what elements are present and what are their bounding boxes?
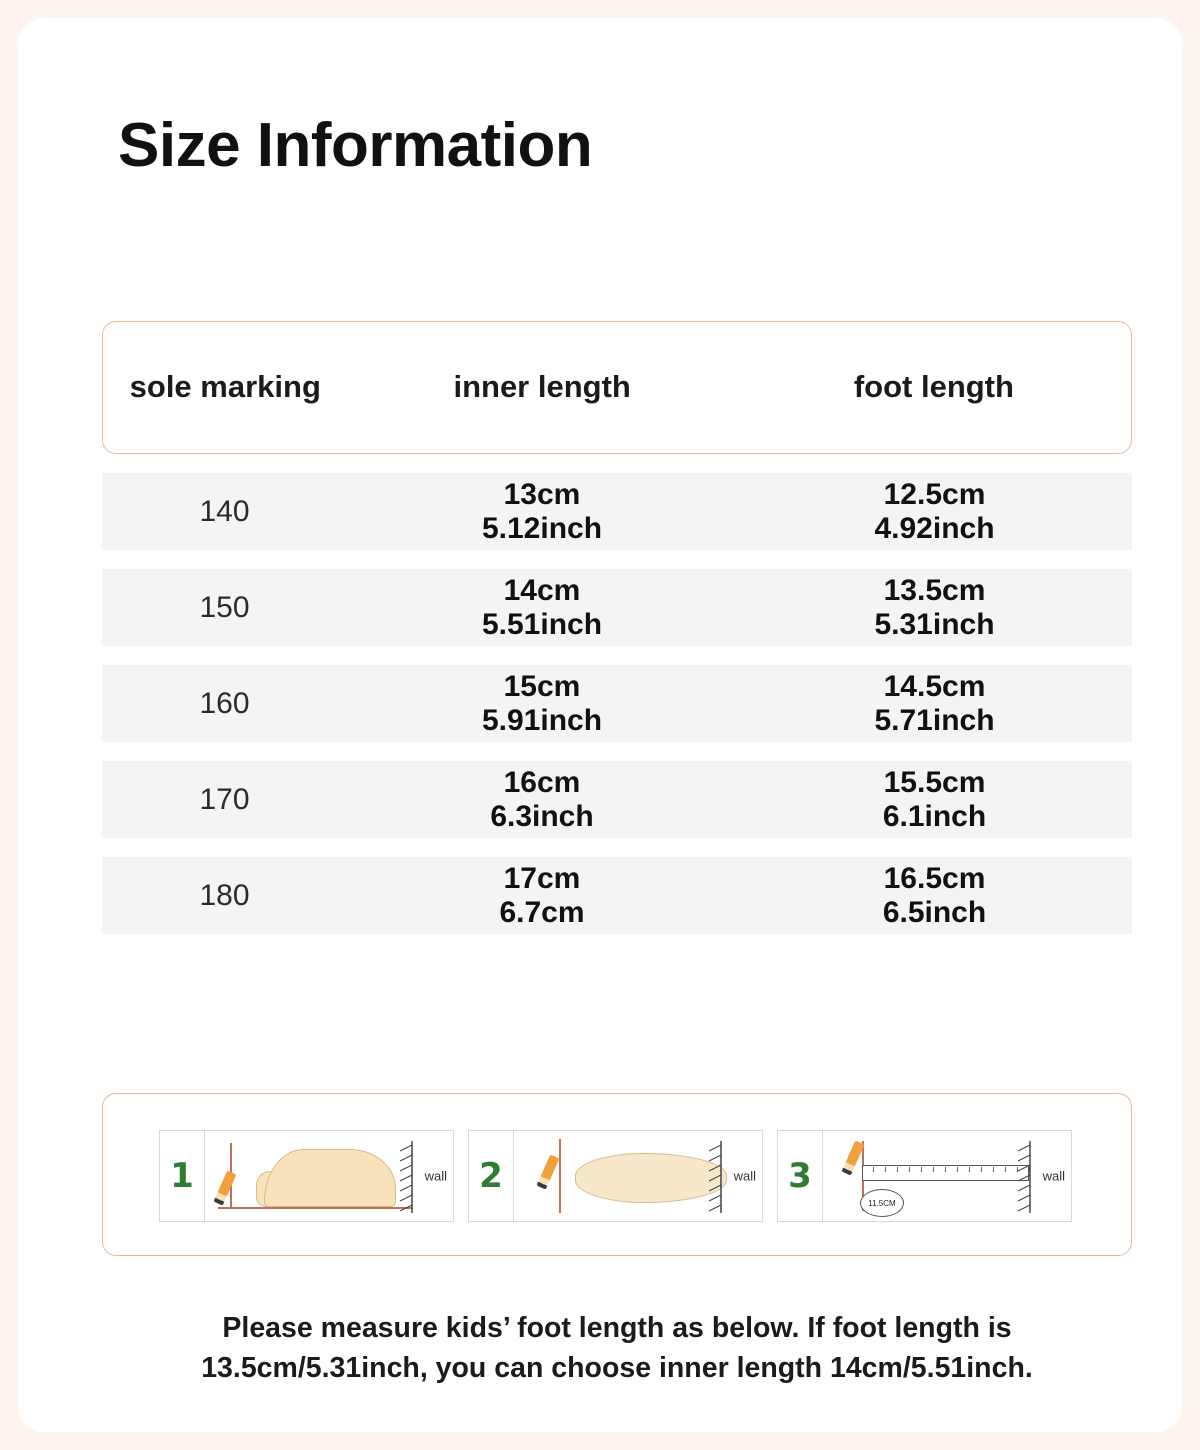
wall-label: wall [733, 1168, 756, 1184]
cell-foot-length [737, 478, 1132, 545]
step-number: 3 [788, 1156, 812, 1196]
cell-foot-length [737, 670, 1132, 737]
table-row [102, 473, 1132, 550]
foot-side-view-against-wall-icon [204, 1131, 453, 1221]
cell-foot-length-inch: 5.31inch [874, 607, 995, 641]
table-header-row [102, 321, 1132, 454]
ruler-measurement-icon [822, 1131, 1071, 1221]
cell-foot-length-inch: 6.5inch [882, 895, 987, 929]
step-number: 2 [479, 1156, 503, 1196]
cell-foot-length-inch: 4.92inch [874, 511, 995, 545]
foot-shape [264, 1149, 396, 1207]
ruler-shape [862, 1165, 1029, 1181]
measure-steps [159, 1130, 1072, 1222]
cell-inner-length-cm: 16cm [503, 765, 581, 799]
table-row [102, 761, 1132, 838]
pencil-icon [537, 1154, 560, 1189]
measure-step-3 [777, 1130, 1072, 1222]
page-title: Size Information [118, 111, 593, 180]
cell-inner-length-inch: 5.12inch [481, 511, 603, 545]
foot-shape [575, 1153, 727, 1203]
cell-inner-length [347, 766, 737, 833]
table-row [102, 569, 1132, 646]
cell-foot-length-cm: 15.5cm [883, 765, 986, 799]
column-header-foot-length: foot length [853, 369, 1014, 405]
measurement-bubble: 11.5CM [860, 1189, 904, 1217]
cell-foot-length [737, 862, 1132, 929]
measure-guide-panel [102, 1093, 1132, 1256]
cell-foot-length-cm: 16.5cm [883, 861, 986, 895]
step-number: 1 [170, 1156, 194, 1196]
measure-step-2 [468, 1130, 763, 1222]
cell-foot-length-inch: 6.1inch [882, 799, 987, 833]
cell-inner-length-cm: 15cm [503, 669, 581, 703]
table-row [102, 857, 1132, 934]
measure-step-1 [159, 1130, 454, 1222]
wall-label: wall [424, 1168, 447, 1184]
column-header-sole-marking: sole marking [129, 369, 321, 405]
cell-inner-length [347, 862, 737, 929]
cell-inner-length-cm: 17cm [503, 861, 581, 895]
measurement-note [102, 1308, 1132, 1389]
cell-sole-marking: 140 [199, 494, 250, 528]
foot-top-view-against-wall-icon [513, 1131, 762, 1221]
cell-foot-length-inch: 5.71inch [874, 703, 995, 737]
note-line-1: Please measure kids’ foot length as below. If foot length is [222, 1312, 1012, 1344]
cell-sole-marking: 170 [199, 782, 250, 816]
table-row [102, 665, 1132, 742]
column-header-inner-length: inner length [453, 369, 631, 405]
heel-guide-line [559, 1139, 561, 1213]
size-table [102, 321, 1132, 934]
cell-inner-length-inch: 6.3inch [490, 799, 594, 833]
cell-foot-length-cm: 14.5cm [883, 669, 986, 703]
cell-inner-length-inch: 5.51inch [481, 607, 603, 641]
cell-inner-length-cm: 14cm [503, 573, 581, 607]
cell-sole-marking: 160 [199, 686, 250, 720]
cell-sole-marking: 180 [199, 878, 250, 912]
cell-inner-length-inch: 5.91inch [481, 703, 603, 737]
wall-hatch-icon [399, 1141, 413, 1213]
cell-inner-length-inch: 6.7cm [499, 895, 585, 929]
ground-line [218, 1207, 413, 1209]
cell-sole-marking: 150 [199, 590, 250, 624]
wall-hatch-icon [1017, 1141, 1031, 1213]
cell-foot-length-cm: 13.5cm [883, 573, 986, 607]
wall-label: wall [1042, 1168, 1065, 1184]
cell-foot-length [737, 766, 1132, 833]
wall-hatch-icon [708, 1141, 722, 1213]
cell-inner-length-cm: 13cm [503, 477, 581, 511]
size-information-card [18, 18, 1182, 1432]
cell-inner-length [347, 478, 737, 545]
cell-inner-length [347, 670, 737, 737]
cell-foot-length-cm: 12.5cm [883, 477, 986, 511]
cell-inner-length [347, 574, 737, 641]
pencil-icon [214, 1170, 237, 1205]
note-line-2: 13.5cm/5.31inch, you can choose inner length 14cm/5.51inch. [201, 1352, 1033, 1385]
cell-foot-length [737, 574, 1132, 641]
